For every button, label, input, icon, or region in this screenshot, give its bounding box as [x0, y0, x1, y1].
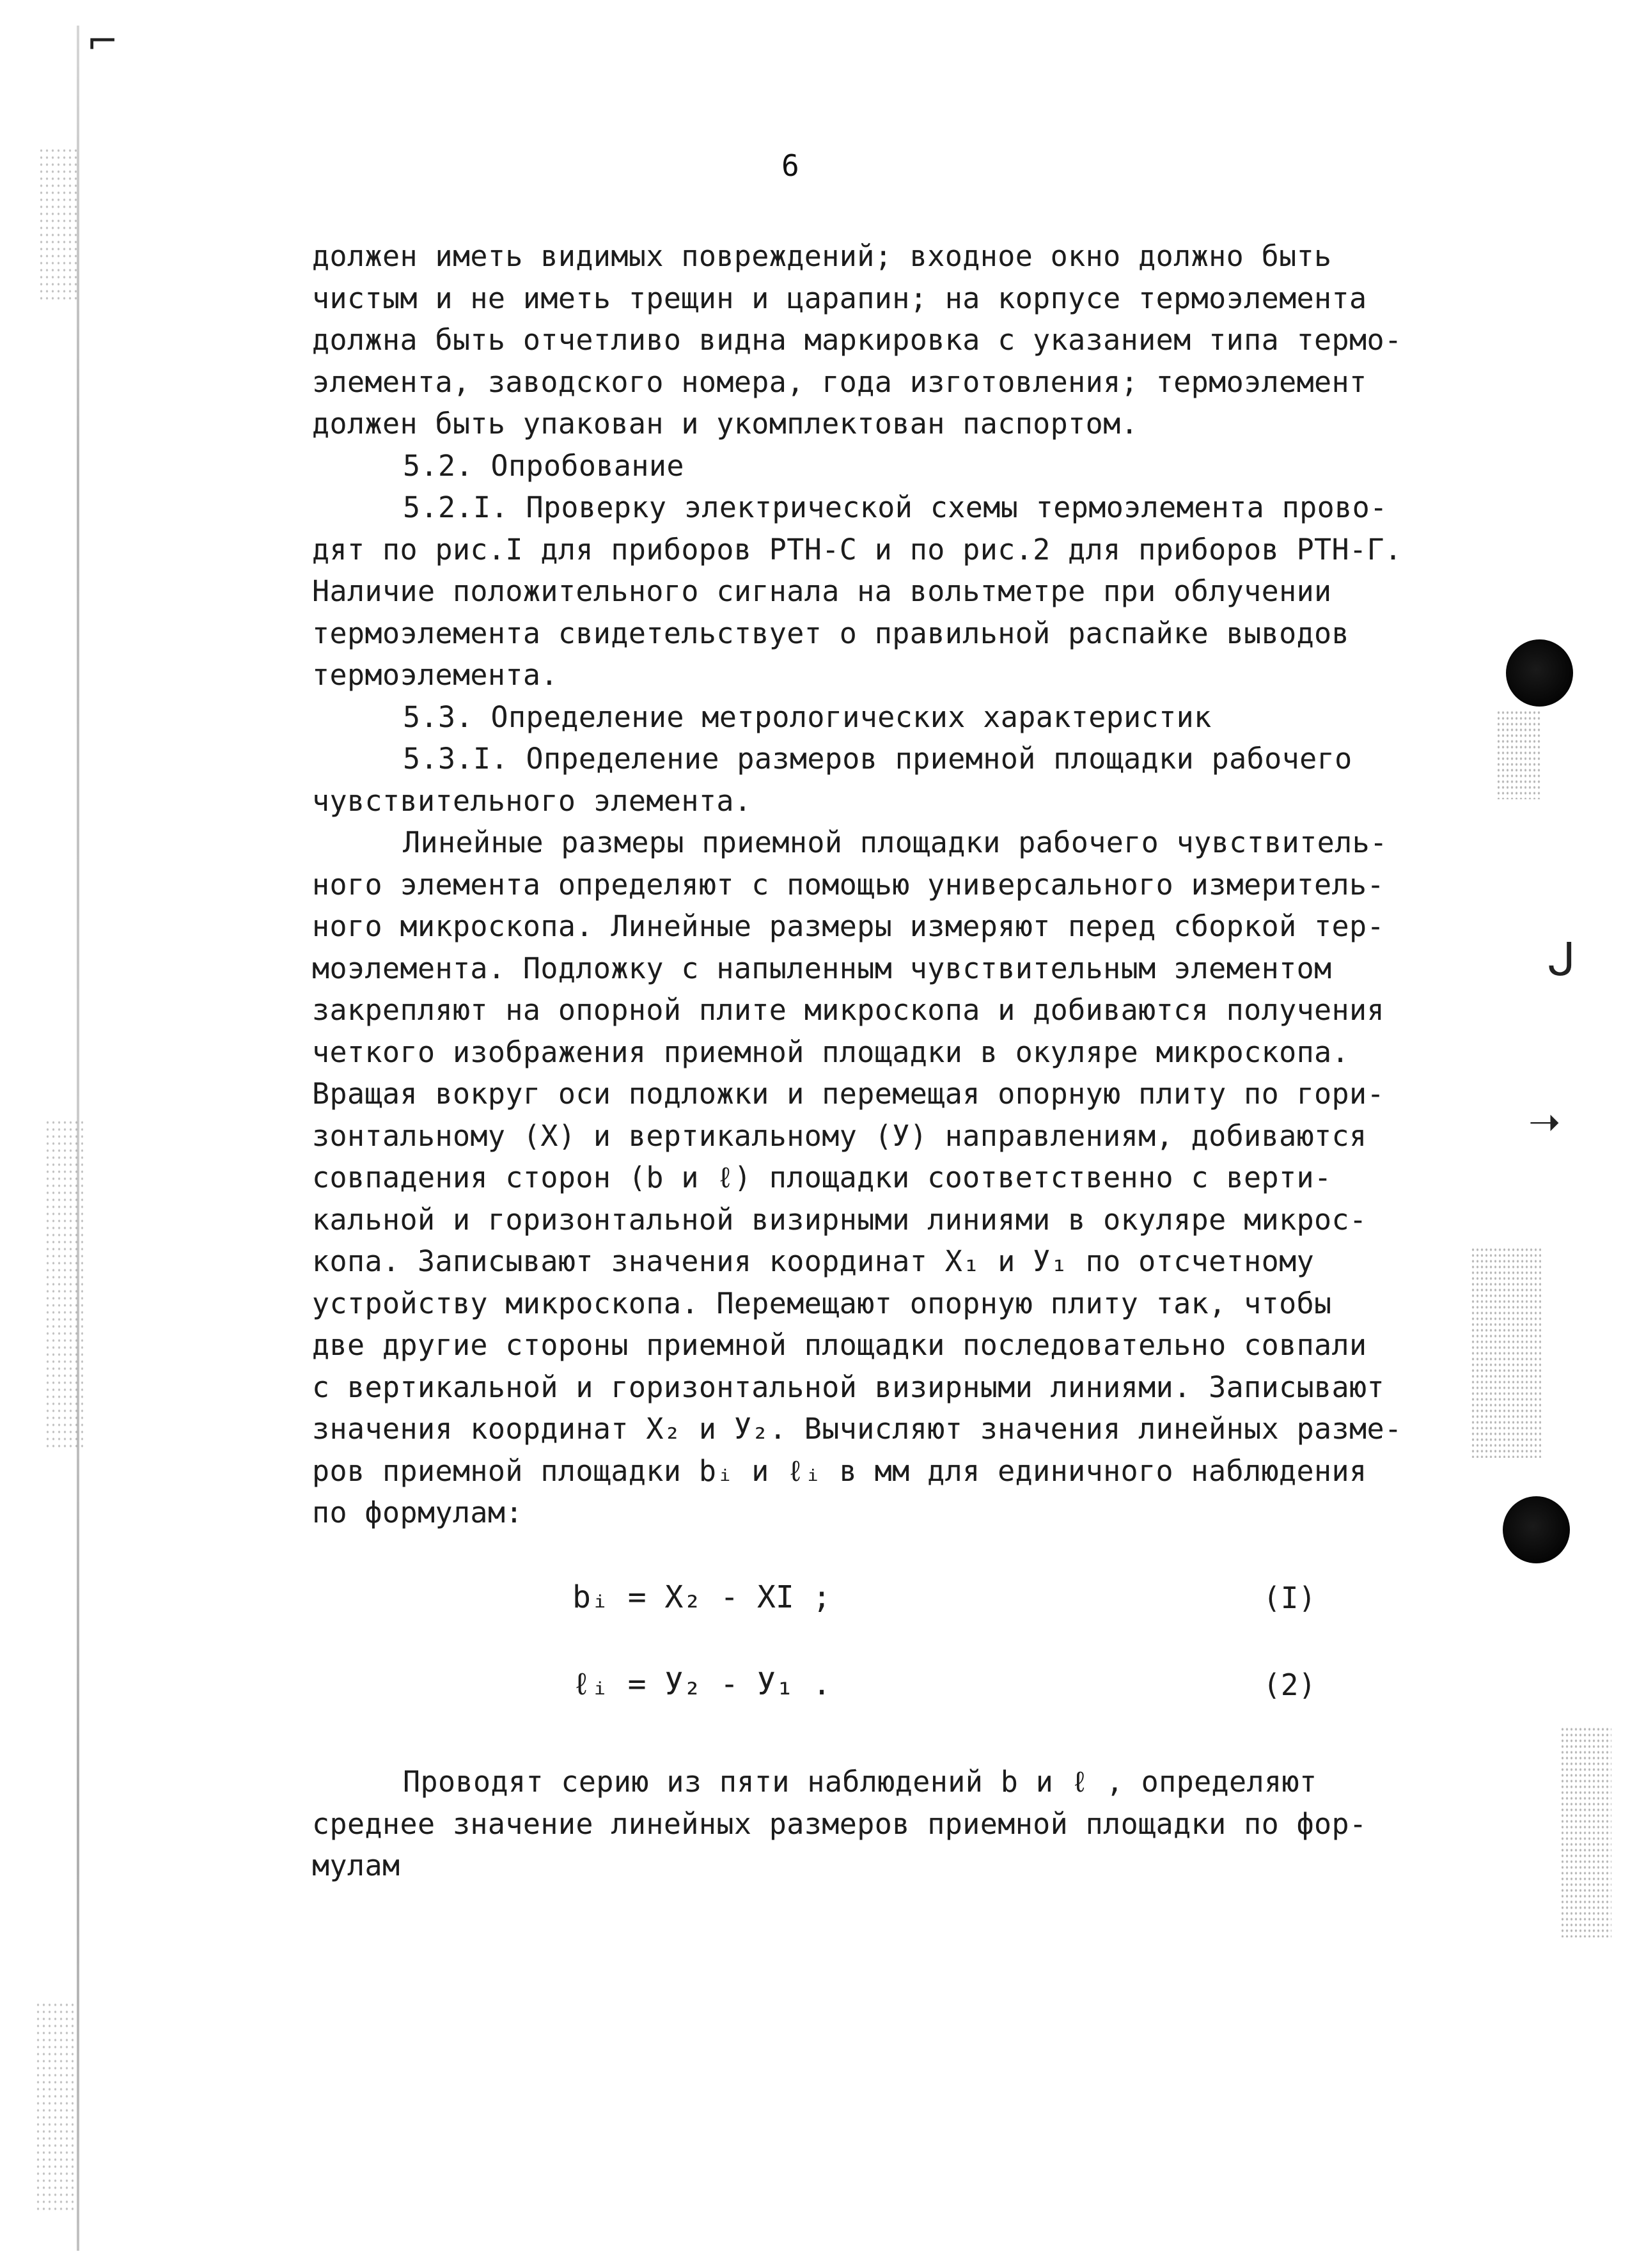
margin-pen-mark-1: ᒍ: [1548, 934, 1576, 986]
formula-2: ℓᵢ = У₂ - У₁ .: [572, 1666, 831, 1702]
text-line: дят по рис.I для приборов РТН-С и по рис.2 для приборов РТН-Г.: [312, 532, 1402, 567]
text-line: закрепляют на опорной плите микроскопа и добиваются получения: [312, 993, 1385, 1027]
scan-speckle-mid-left: [45, 1119, 83, 1451]
margin-pen-mark-3: ⌐: [86, 19, 119, 64]
text-line: должна быть отчетливо видна маркировка с указанием типа термо-: [312, 323, 1402, 357]
formula-1-number: (I): [1263, 1581, 1317, 1615]
text-line: Линейные размеры приемной площадки рабочего чувствитель-: [403, 825, 1388, 859]
text-line: моэлемента. Подложку с напыленным чувствительным элементом: [312, 951, 1332, 985]
text-line: копа. Записывают значения координат X₁ и У₁ по отсчетному: [312, 1244, 1315, 1278]
text-line: должен иметь видимых повреждений; входное окно должно быть: [312, 239, 1332, 273]
text-line: Вращая вокруг оси подложки и перемещая опорную плиту по гори-: [312, 1077, 1385, 1111]
scan-smudge-right-3: [1560, 1726, 1611, 1937]
scan-smudge-right-2: [1471, 1247, 1541, 1458]
closing-text: [312, 1761, 1431, 1887]
text-line: четкого изображения приемной площадки в окуляре микроскопа.: [312, 1035, 1350, 1069]
text-line: элемента, заводского номера, года изготовления; термоэлемент: [312, 364, 1367, 399]
text-line: термоэлемента свидетельствует о правильной распайке выводов: [312, 616, 1350, 650]
text-line: значения координат X₂ и У₂. Вычисляют значения линейных разме-: [312, 1412, 1402, 1446]
margin-pen-mark-2: ➝: [1528, 1100, 1561, 1145]
text-line: устройству микроскопа. Перемещают опорную плиту так, чтобы: [312, 1286, 1332, 1320]
formula-2-number: (2): [1263, 1668, 1317, 1702]
text-line: 5.2.I. Проверку электрической схемы термоэлемента прово-: [403, 490, 1388, 524]
scan-speckle-bottom-left: [35, 2001, 74, 2212]
text-line: с вертикальной и горизонтальной визирными линиями. Записывают: [312, 1370, 1385, 1404]
text-line: совпадения сторон (b и ℓ) площадки соответственно с верти-: [312, 1161, 1332, 1194]
text-line: ров приемной площадки bᵢ и ℓᵢ в мм для единичного наблюдения: [312, 1453, 1367, 1488]
text-line: должен быть упакован и укомплектован паспортом.: [312, 407, 1139, 441]
text-line: ного микроскопа. Линейные размеры измеряют перед сборкой тер-: [312, 909, 1385, 943]
text-line: ного элемента определяют с помощью универсального измеритель-: [312, 867, 1385, 902]
punch-hole-bottom: [1503, 1496, 1570, 1563]
text-line: мулам: [312, 1849, 400, 1882]
punch-hole-top: [1506, 639, 1573, 707]
text-line: термоэлемента.: [312, 658, 558, 692]
formula-1: bᵢ = X₂ - XI ;: [572, 1579, 831, 1615]
text-line: кальной и горизонтальной визирными линиями в окуляре микрос-: [312, 1202, 1367, 1237]
text-line: Наличие положительного сигнала на вольтметре при облучении: [312, 574, 1332, 608]
scan-smudge-right-1: [1496, 710, 1541, 799]
text-line: чувствительного элемента.: [312, 783, 752, 818]
text-line: чистым и не иметь трещин и царапин; на корпусе термоэлемента: [312, 281, 1367, 315]
text-line: две другие стороны приемной площадки последовательно совпали: [312, 1328, 1367, 1362]
text-line: зонтальному (X) и вертикальному (У) направлениям, добиваются: [312, 1118, 1367, 1153]
page-number: 6: [781, 148, 799, 183]
text-line: среднее значение линейных размеров приемной площадки по фор-: [312, 1806, 1367, 1841]
text-line: по формулам:: [312, 1496, 523, 1529]
text-line: 5.3.I. Определение размеров приемной площадки рабочего: [403, 742, 1352, 776]
text-line: 5.2. Опробование: [403, 448, 684, 483]
text-line: Проводят серию из пяти наблюдений b и ℓ , определяют: [403, 1765, 1317, 1799]
body-text: [312, 235, 1431, 1534]
scan-speckle-top-left: [38, 147, 77, 301]
text-line: 5.3. Определение метрологических характеристик: [403, 700, 1212, 734]
